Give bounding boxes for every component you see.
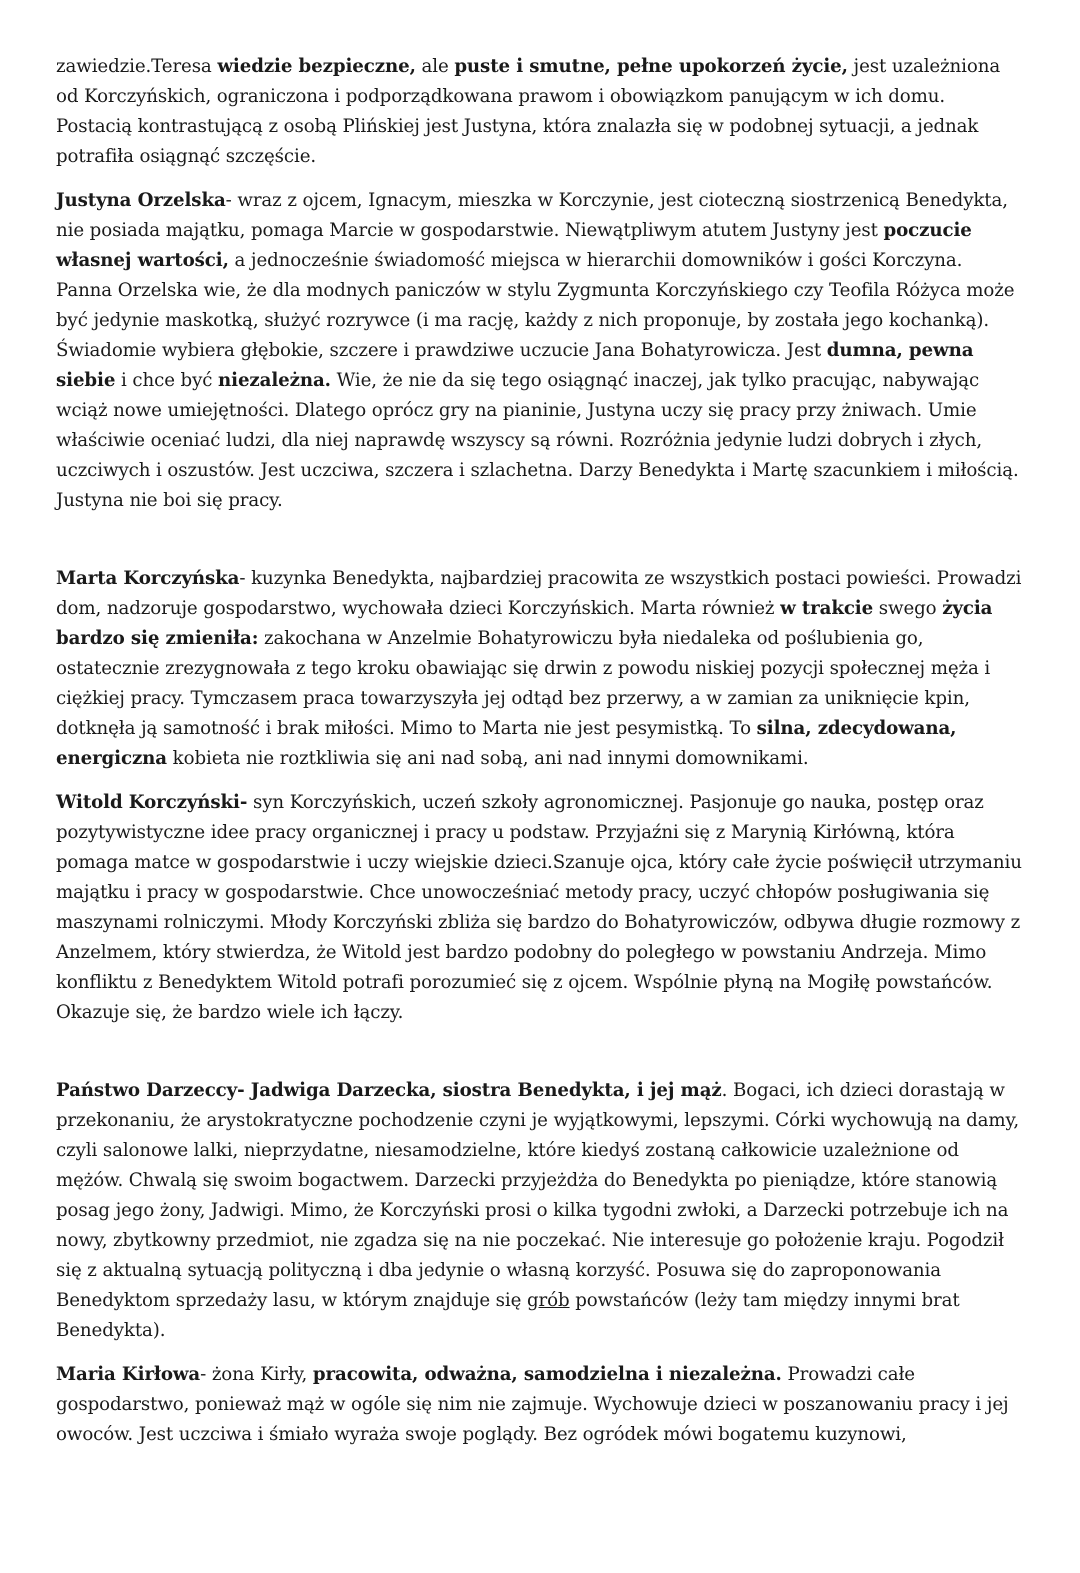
paragraph-teresa: zawiedzie.Teresa wiedzie bezpieczne, ale puste i smutne, pełne upokorzeń życie, jest uzależniona od Korczyńskich, ograniczona i podporządkowana prawom i obowiązkom panującym w ich domu. Postacią kontrastującą z osobą Plińskiej jest Justyna, która znalazła się w podobnej sytuacji, a jednak potrafiła osiągnąć szczęście.: [56, 56, 1001, 167]
paragraph-marta: Marta Korczyńska- kuzynka Benedykta, najbardziej pracowita ze wszystkich postaci powieści. Prowadzi dom, nadzoruje gospodarstwo, wychowała dzieci Korczyńskich. Marta również w trakcie swego życia bardzo się zmieniła: zakochana w Anzelmie Bohatyrowiczu była niedaleka od poślubienia go, ostatecznie zrezygnowała z tego kroku obawiając się drwin z powodu niskiej pozycji społecznej męża i ciężkiej pracy. Tymczasem praca towarzyszyła jej odtąd bez przerwy, a w zamian za uniknięcie kpin, dotknęła ją samotność i brak miłości. Mimo to Marta nie jest pesymistką. To silna, zdecydowana, energiczna kobieta nie roztkliwia się ani nad sobą, ani nad innymi domownikami.: [56, 568, 1022, 769]
paragraph-kirlowa: Maria Kirłowa- żona Kirły, pracowita, odważna, samodzielna i niezależna. Prowadzi całe gospodarstwo, ponieważ mąż w ogóle się nim nie zajmuje. Wychowuje dzieci w poszanowaniu pracy i jej owoców. Jest uczciwa i śmiało wyraża swoje poglądy. Bez ogródek mówi bogatemu kuzynowi,: [56, 1364, 1009, 1445]
paragraph-witold: Witold Korczyński- syn Korczyńskich, uczeń szkoły agronomicznej. Pasjonuje go nauka, postęp oraz pozytywistyczne idee pracy organicznej i pracy u podstaw. Przyjaźni się z Marynią Kirłówną, która pomaga matce w gospodarstwie i uczy wiejskie dzieci.Szanuje ojca, który całe życie poświęcił utrzymaniu majątku i pracy w gospodarstwie. Chce unowocześniać metody pracy, uczyć chłopów posługiwania się maszynami rolniczymi. Młody Korczyński zbliża się bardzo do Bohatyrowiczów, odbywa długie rozmowy z Anzelmem, który stwierdza, że Witold jest bardzo podobny do poległego w powstaniu Andrzeja. Mimo konfliktu z Benedyktem Witold potrafi porozumieć się z ojcem. Wspólnie płyną na Mogiłę powstańców. Okazuje się, że bardzo wiele ich łączy.: [56, 792, 1022, 1023]
heading-witold: Witold Korczyński-: [56, 792, 248, 813]
paragraph-justyna: Justyna Orzelska- wraz z ojcem, Ignacym, mieszka w Korczynie, jest cioteczną siostrzenicą Benedykta, nie posiada majątku, pomaga Marcie w gospodarstwie. Niewątpliwym atutem Justyny jest poczucie własnej wartości, a jednocześnie świadomość miejsca w hierarchii domowników i gości Korczyna. Panna Orzelska wie, że dla modnych paniczów w stylu Zygmunta Korczyńskiego czy Teofila Różyca może być jedynie maskotką, służyć rozrywce (i ma rację, każdy z nich proponuje, by została jego kochanką). Świadomie wybiera głębokie, szczere i prawdziwe uczucie Jana Bohatyrowicza. Jest dumna, pewna siebie i chce być niezależna. Wie, że nie da się tego osiągnąć inaczej, jak tylko pracując, nabywając wciąż nowe umiejętności. Dlatego oprócz gry na pianinie, Justyna uczy się pracy przy żniwach. Umie właściwie oceniać ludzi, dla niej naprawdę wszyscy są równi. Rozróżnia jedynie ludzi dobrych i złych, uczciwych i oszustów. Jest uczciwa, szczera i szlachetna. Darzy Benedykta i Martę szacunkiem i miłością. Justyna nie boi się pracy.: [56, 190, 1019, 511]
heading-justyna: Justyna Orzelska: [56, 190, 226, 211]
heading-darzeccy: Państwo Darzeccy- Jadwiga Darzecka, siostra Benedykta, i jej mąż: [56, 1080, 722, 1101]
paragraph-darzeccy: Państwo Darzeccy- Jadwiga Darzecka, siostra Benedykta, i jej mąż. Bogaci, ich dzieci dorastają w przekonaniu, że arystokratyczne pochodzenie czyni je wyjątkowymi, lepszymi. Córki wychowują na damy, czyli salonowe lalki, nieprzydatne, niesamodzielne, które kiedyś zostaną całkowicie uzależnione od mężów. Chwalą się swoim bogactwem. Darzecki przyjeżdża do Benedykta po pieniądze, które stanowią posag jego żony, Jadwigi. Mimo, że Korczyński prosi o kilka tygodni zwłoki, a Darzecki potrzebuje ich na nowy, zbytkowny przedmiot, nie zgadza się na nie poczekać. Nie interesuje go położenie kraju. Pogodził się z aktualną sytuacją polityczną i dba jedynie o własną korzyść. Posuwa się do zaproponowania Benedyktom sprzedaży lasu, w którym znajduje się grób powstańców (leży tam między innymi brat Benedykta).: [56, 1080, 1019, 1341]
heading-marta: Marta Korczyńska: [56, 568, 240, 589]
heading-kirlowa: Maria Kirłowa: [56, 1364, 201, 1385]
